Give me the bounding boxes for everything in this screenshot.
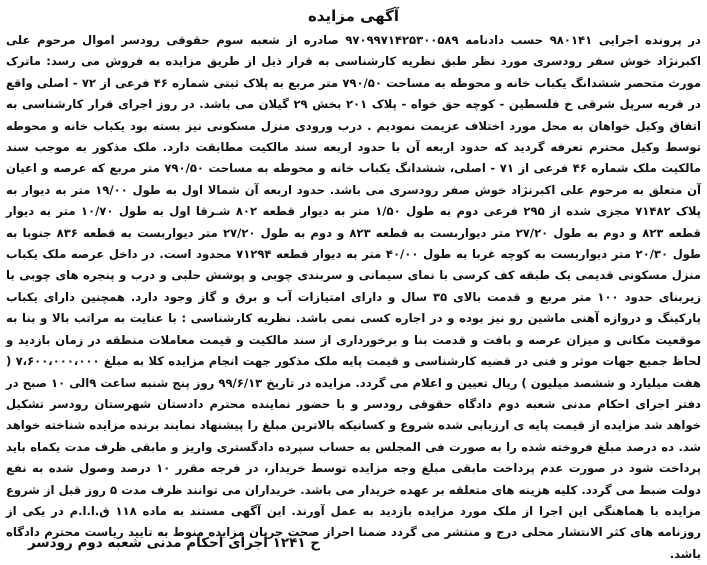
notice-body: در پرونده اجرایی ۹۸۰۱۴۱ حسب دادنامه ۹۷۰۹۹۷۱۴۲۵۳۰۰۵۸۹ صادره از شعبه سوم حقوقی رودسر اموال مرحوم علی اکبرنژاد خوش سفر رودسری مورد نظر طبق نظریه کارشناسی به قرار ذیل از طریق مزایده به فروش می رسد: ماترک مورث متحصر ششدانگ یکباب خانه و محوطه به مساحت ۷۹۰/۵۰ متر مربع به پلاک ثبتی شماره ۴۶ فرعی از ۷۲ - اصلی واقع در قریه سرپل شرقی خ فلسطین - کوچه حق خواه - پلاک ۲۰۱ بخش ۲۹ گیلان می باشد. در روز اجرای قرار کارشناسی به اتفاق وکیل خواهان به محل مورد اختلاف عزیمت نمودیم . درب ورودی منزل مسکونی نیز بسته بود یکباب خانه و محوطه توسط وکیل محترم تعرفه گردید که حدود اربعه آن با حدود اربعه سند مالکیت مطابقت دارد. ملک مذکور به موجب سند مالکیت ملک شماره ۴۶ فرعی از ۷۱ - اصلی، ششدانگ یکباب خانه و محوطه به مساحت ۷۹۰/۵۰ متر مربع که عرصه و اعیان آن متعلق به مرحوم علی اکبرنژاد خوش صفر رودسری می باشد. حدود اربعه آن شمالا اول به طول ۱۹/۰۰ متر به دیوار به پلاک ۷۱۴۸۲ مجزی شده از ۲۹۵ فرعی دوم به طول ۱/۵۰ متر به دیوار قطعه ۸۰۲ شـرقا اول به طول ۱۰/۷۰ متر به دیوار قطعه ۸۲۳ و دوم به طول ۲۷/۲۰ متر دیواربست به قطعه ۸۲۳ و دوم به طول ۲۷/۲۰ متر دیواربست به قطعه ۸۳۶ جنوبا به طول ۲۰/۳۰ متر دیواربست به کوچه غربا به طول ۴۰/۰۰ متر به دیوار قطعه ۷۱۲۹۴ محدود است. در داخل عرصه ملک یکباب منزل مسکونی قدیمی یک طبقه کف کرسی با نمای سیمانی و سربندی چوبی و پوشش حلبی و درب و پنجره های چوبی با زیربنای حدود ۱۰۰ متر مربع و قدمت بالای ۳۵ سال و دارای امتیازات آب و برق و گاز وجود دارد. همچنین دارای یکباب پارکینگ و دروازه آهنی ماشین رو نیز بوده و در اجاره کسی نمی باشد. نظریه کارشناسی : با عنایت به مراتب بالا و بنا به موقعیت مکانی و میزان عرصه و بافت و قدمت بنا و برخورداری از سند مالکیت و قیمت معاملات منطقه در زمان بازدید و لحاظ جمیع جهات موثر و فنی در قضیه کارشناسی و قیمت پایه ملک مذکور جهت انجام مزایده کلا به مبلغ ۷،۶۰۰،۰۰۰،۰۰۰ ( هفت میلیارد و ششصد میلیون ) ریال تعیین و اعلام می گردد. مزایده در تاریخ ۹۹/۶/۱۳ روز پنج شنبه ساعت ۹الی ۱۰ صبح در دفتر اجرای احکام مدنی شعبه دوم دادگاه حقوقی رودسر و با حضور نماینده محترم دادستان شهرستان رودسر تشکیل خواهد شد مزایده از قیمت پایه ی ارزیابی شده شروع و کسانیکه بالاترین مبلغ را پیشنهاد نمایند برنده مزایده شناخته خواهد شد. ده درصد مبلغ فروخته شده را به صورت فی المجلس به حساب سپرده دادگستری واریز و مابقی ظرف مدت یکماه باید پرداخت شود در صورت عدم پرداخت مابقی مبلغ وجه مزایده توسط خریدار، در فرجه مقرر ۱۰ درصد وصول شده به نفع دولت ضبط می گردد. کلیه هزینه های متعلقه بر عهده خریدار می باشد. خریداران می توانند ظرف مدت ۵ روز قبل از شروع مزایده با هماهنگی این اجرا از ملک مورد مزایده بازدید به عمل آورند. این آگهی مستند به ماده ۱۱۸ ق.ا.ا.م در یکی از روزنامه های کثر الانتشار محلی درج و منتشر می گردد ضمنا احراز صحت جریان مزایده منوط به تایید ریاست محترم دادگاه باشد. — [6, 33, 702, 561]
notice-footer — [6, 532, 701, 554]
auction-notice — [6, 4, 702, 561]
notice-footer-text: ح ۱۲۴۱ اجرای احکام مدنی شعبه دوم رودسر — [28, 535, 320, 551]
notice-title: آگهی مزایده — [307, 7, 400, 25]
